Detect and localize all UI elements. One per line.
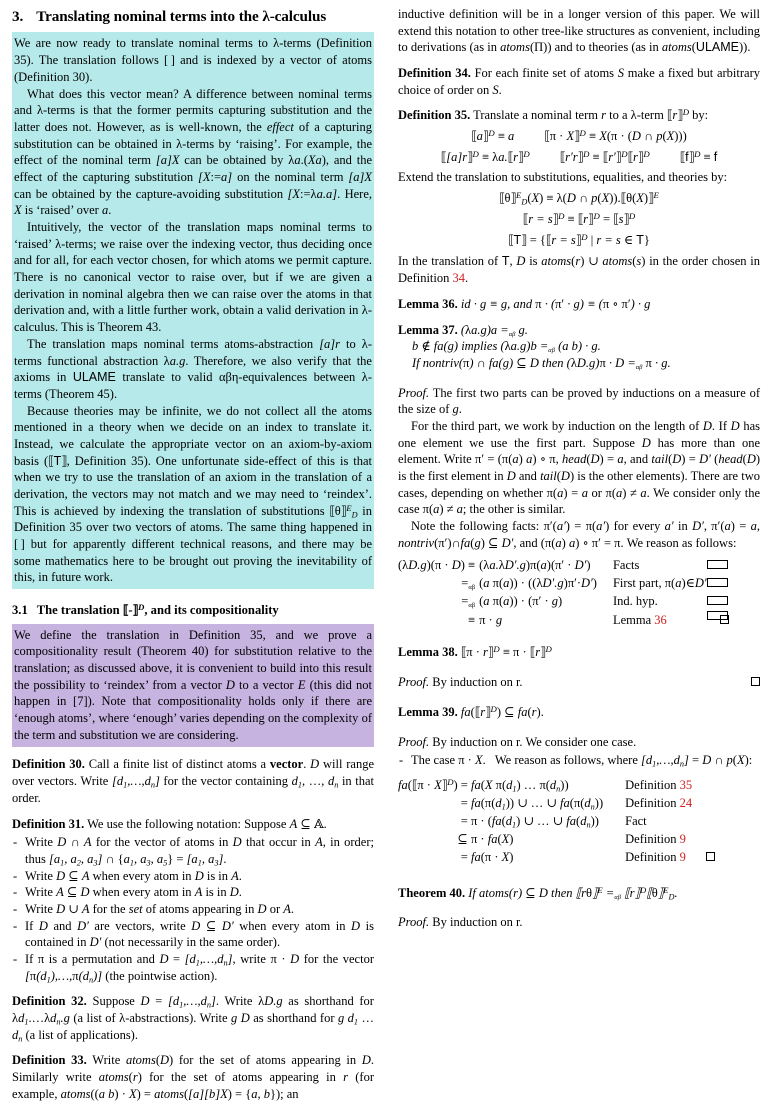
subsection-title: The translation ⟦-⟧$^D$, and its compositionality xyxy=(36,602,279,618)
calc-row: ⊆ π · fa(X) Definition 9 xyxy=(457,832,686,847)
teal-paragraph-4: The translation maps nominal terms atoms-abstraction [a]r to λ-terms functional abstraction λa.g. Therefore, we also verify that the axioms in ULAME translate to valid αβη-equivalences between λ-terms (Theorem 45). xyxy=(14,336,372,401)
qed-box xyxy=(751,677,760,686)
lemma-39-case-list xyxy=(398,752,760,769)
list-item: - Write D ⊆ A when every atom in D is in A. xyxy=(12,868,374,885)
section-heading xyxy=(12,8,374,25)
definition-33-label: Definition 33. xyxy=(12,1053,87,1068)
list-item: - The case π · X. We reason as follows, where $[d_1,\dots,d_n] = D$ ∩ p(X): xyxy=(398,752,760,769)
lemma-38-label: Lemma 38. xyxy=(398,645,458,660)
lemma-39-calculation xyxy=(398,776,760,867)
teal-highlight-block xyxy=(12,32,374,589)
cross-reference[interactable]: 36 xyxy=(654,612,667,627)
subsection-number: 3.1 xyxy=(12,603,28,618)
derivation-row: =αβ (a π(a)) · ((λD′.g)π′·D′) First part, π(a)∈D′ xyxy=(398,575,728,593)
proof-label: Proof. xyxy=(398,675,430,690)
lemma-36: Lemma 36. id · g ≡ g, and π · (π′ · g) ≡ (π ∘ π′) · g xyxy=(398,296,651,311)
purple-highlight-block xyxy=(12,624,374,748)
definition-35: Definition 35. Translate a nominal term r to a λ-term ⟦r⟧$^D$ by: ⟦a⟧$^D$ ≡ a ⟦π · X⟧$^D$ ≡ X(π · (D ∩ p(X))) ⟦[a]r⟧$^D$ ≡ λa.⟦r⟧$^D$ ⟦r′r⟧$^D$ ≡ ⟦r′⟧$^D$⟦r⟧$^D$ ⟦f⟧$^D$ ≡ f Extend the translation to substitutions, equalities, and theories by: ⟦θ⟧$^E_D$(X) ≡ λ(D ∩ p(X)).⟦θ(X)⟧$^E$ ⟦r = s⟧$^D$ ≡ ⟦r⟧$^D$ = ⟦s⟧$^D$ ⟦T⟧ = {⟦r = s⟧$^D$ | r = s ∈ T} In the translation of T, D is atoms(r) ∪ atoms(s) in the order chosen in Definition 34. xyxy=(398,107,761,286)
lemma-39-proof xyxy=(398,734,760,867)
teal-paragraph-1: We are now ready to translate nominal terms to λ-terms (Definition 35). The translation follows [ ] and is indexed by a vector of atoms (Definition 30). xyxy=(14,36,372,84)
cross-reference[interactable]: 9 xyxy=(679,850,686,865)
lemma-38-proof xyxy=(398,674,760,691)
two-column-layout xyxy=(12,6,760,1103)
definition-32-label: Definition 32. xyxy=(12,994,87,1009)
calc-row: = fa(π · X) Definition 9 xyxy=(398,848,715,866)
lemma-39-label: Lemma 39. xyxy=(398,704,458,719)
definition-35-equation-row-3c: ⟦T⟧ = {⟦r = s⟧$^D$ | r = s ∈ T} xyxy=(508,232,650,248)
section-title: Translating nominal terms into the λ-calculus xyxy=(36,8,327,25)
definition-35-equation-row-1: ⟦a⟧$^D$ ≡ a ⟦π · X⟧$^D$ ≡ X(π · (D ∩ p(X))) xyxy=(471,128,687,144)
lemma-38: Lemma 38. ⟦π · r⟧$^D$ ≡ π · ⟦r⟧$^D$ xyxy=(398,644,552,660)
proof-label: Proof. xyxy=(398,734,430,749)
list-item: - Write D ∩ A for the vector of atoms in D that occur in A, in order; thus [$a_1$, $a_2$, $a_3$] ∩ {$a_1$, $a_3$, $a_5\} = [a_1$, $a_3$]. xyxy=(12,834,374,867)
definition-30: Definition 30. Call a finite list of distinct atoms a vector. D will range over vectors. Write $[d_1,\dots,d_n]$ for the vector containing $d_1$, …, $d_n$ in that order. xyxy=(12,757,375,805)
proof-text: By induction on r. xyxy=(432,915,523,930)
calc-row: = $\pi \cdot (fa(d_1)$ ∪ … ∪ $fa(d_n)$) Fact xyxy=(460,814,647,830)
definition-31-list xyxy=(12,834,374,984)
teal-paragraph-2: What does this vector mean? A difference between nominal terms and λ-terms is that the former permits capturing substitution and the latter does not. However, as is well-known, the effect of a capturing substitution can be obtained in λ-terms by ‘raising’. For example, the effect of the nominal term [a]X can be obtained by λa.(Xa), and the effect of the capturing substitution [X:=a] on the nominal term [a]X can be obtained by the capture-avoiding substitution [X:=λa.a]. Here, X is ‘raised’ over a. xyxy=(14,86,372,218)
teal-paragraph-5: Because theories may be infinite, we do not collect all the atoms mentioned in a theory when we decide on an index to translate it. Instead, we calculate the appropriate vector on an axiom-by-axiom basis (⟦T⟧, Definition 35). One unfortunate side-effect of this is that when we try to use the translation of an axiom in the translation of a derivation, the vectors may not match and we may need to ‘reindex’. This is achieved by indexing the translation of substitutions ⟦θ⟧$^E_D$ in Definition 35 over two vectors of atoms. The same thing happened in [ ] but for apparently different technical reasons, and there may be some mathematics here to be brought out proving the inevitability of this, in future work. xyxy=(14,403,372,585)
subsection-heading xyxy=(12,603,374,617)
purple-paragraph-1: We define the translation in Definition 35, and we prove a compositionality result (Theorem 40) for substitution relative to the translation; as discussed above, it is convenient to build into this result the possibility to ‘reindex’ from a vector D to a vector E (this did not happen in [7]). Note that compositionality holds only if there are ‘enough atoms’, where ‘enough’ varies depending on the complexity of the term and substitution we are considering. xyxy=(14,627,372,742)
calc-row: fa(⟦π · X⟧$^D$) = fa(X $\pi(d_1)$ … $\pi(d_n)$) Definition 35 xyxy=(398,776,693,794)
theorem-40-label: Theorem 40. xyxy=(398,885,466,900)
definition-35-label: Definition 35. xyxy=(398,108,471,123)
calc-row: = $fa(\pi(d_1))$ ∪ … ∪ $fa(\pi(d_n))$ Definition 24 xyxy=(460,796,693,812)
theorem-40-proof xyxy=(398,914,760,931)
derivation-row: ≡ π · g Lemma 36 xyxy=(398,611,728,630)
continuation-paragraph: inductive definition will be in a longer version of this paper. We will extend this notation to other tree-like structures as convenient, including to derivations (as in atoms(Π)) and to theories (as in atoms(ULAME)). xyxy=(398,7,760,55)
lemma-37-line-3: If nontriv(π) ∩ fa(g) ⊆ D then (λD.g)π · D =αβ π · g. xyxy=(412,355,671,371)
section-number: 3. xyxy=(12,8,24,25)
lemma-37-derivation xyxy=(398,557,760,629)
proof-label: Proof. xyxy=(398,915,430,930)
list-item: - If π is a permutation and $D = [d_1,\dots,d_n]$, write π · D for the vector $[\pi(d_1),\dots,\pi(d_n)]$ (the pointwise action). xyxy=(12,951,374,984)
lemma-37-line-2: b ∉ fa(g) implies (λa.g)b =αβ (a b) · g. xyxy=(412,339,601,355)
definition-34-label: Definition 34. xyxy=(398,66,471,81)
definition-30-label: Definition 30. xyxy=(12,757,85,772)
definition-35-equation-row-3a: ⟦θ⟧$^E_D$(X) ≡ λ(D ∩ p(X)).⟦θ(X)⟧$^E$ xyxy=(499,190,659,207)
definition-35-equation-row-3b: ⟦r = s⟧$^D$ ≡ ⟦r⟧$^D$ = ⟦s⟧$^D$ xyxy=(522,211,636,227)
qed-box xyxy=(720,615,729,624)
proof-text: By induction on r. We consider one case. xyxy=(432,734,637,749)
list-item: - If D and D′ are vectors, write D ⊆ D′ when every atom in D is contained in D′ (not necessarily in the same order). xyxy=(12,918,374,951)
cross-reference[interactable]: 24 xyxy=(679,796,693,810)
cross-reference[interactable]: 34 xyxy=(452,271,466,286)
definition-33: Definition 33. Write atoms(D) for the set of atoms appearing in D. Similarly write atoms(r) for the set of atoms appearing in r (for example, atoms((a b) · X) = atoms([a][b]X) = {a, b}); an xyxy=(12,1053,375,1101)
definition-31-label: Definition 31. xyxy=(12,816,85,831)
lemma-37-proof-p2: For the third part, we work by induction on the length of D. If D has one element we use the first part. Suppose D has more than one element. Write π′ = (π(a) a) ∘ π, head(D) = a, and tail(D) = D′ (head(D) is the first element in D and tail(D) is the other elements). There are two cases, depending on whether π(a) = a or π(a) ≠ a. We consider only the case π(a) ≠ a; the other is similar. xyxy=(398,418,761,517)
right-column xyxy=(398,6,760,931)
lemma-37-proof-p3: Note the following facts: π′(a′) = π(a′) for every a′ in D′, π′(a) = a, nontriv(π′)∩fa(g) ⊆ D′, and (π(a) a) ∘ π′ = π. We reason as follows: xyxy=(398,519,761,550)
list-item: - Write A ⊆ D when every atom in A is in D. xyxy=(12,884,374,901)
lemma-36-label: Lemma 36. xyxy=(398,296,458,311)
definition-35-equation-row-2: ⟦[a]r⟧$^D$ ≡ λa.⟦r⟧$^D$ ⟦r′r⟧$^D$ ≡ ⟦r′⟧$^D$⟦r⟧$^D$ ⟦f⟧$^D$ ≡ f xyxy=(440,149,718,165)
definition-35-closing: In the translation of T, D is atoms(r) ∪ atoms(s) in the order chosen in Definition 34. xyxy=(398,254,761,286)
cross-reference[interactable]: 35 xyxy=(679,777,693,792)
definition-35-extend-text: Extend the translation to substitutions, equalities, and theories by: xyxy=(398,170,728,185)
proof-text: By induction on r. xyxy=(432,675,523,690)
proof-label: Proof. xyxy=(398,385,430,400)
definition-34: Definition 34. For each finite set of atoms S make a fixed but arbitrary choice of order on S. xyxy=(398,66,761,97)
lemma-37: Lemma 37. (λa.g)a =αβ g. b ∉ fa(g) implies (λa.g)b =αβ (a b) · g. If nontriv(π) ∩ fa(g) ⊆ D then (λD.g)π · D =αβ π · g. xyxy=(398,322,760,372)
teal-paragraph-3: Intuitively, the vector of the translation maps nominal terms to ‘raised’ λ-terms; we raise over the indexing vector, thus deciding once and for all, for each vector chosen, for which atoms we permit capture. There is no canonical vector to raise over, but if we are given a derivation in nominal algebra then we can raise over the atoms in that derivation and, with a little further work, obtain a valid derivation in λ-calculus. This is Theorem 43. xyxy=(14,220,372,335)
qed-box xyxy=(706,852,715,861)
left-column xyxy=(12,6,374,1103)
derivation-row: =αβ (a π(a)) · (π′ · g) Ind. hyp. xyxy=(398,593,728,611)
lemma-37-proof: Proof. The first two parts can be proved by inductions on a measure of the size of g. For the third part, we work by induction on the length of D. If D has one element we use the first part. Suppose D has more than one element. Write π′ = (π(a) a) ∘ π, head(D) = a, and tail(D) = D′ (head(D) is the first element in D and tail(D) is the other elements). There are two cases, depending on whether π(a) = a or π(a) ≠ a. We consider only the case π(a) ≠ a; the other is similar. Note the following facts: π′(a′) = π(a′) for every a′ in D′, π′(a) = a, nontriv(π′)∩fa(g) ⊆ D′, and (π(a) a) ∘ π′ = π. We reason as follows: (λD.g)(π · D) ≡ (λa.λD′.g)π(a)(π′ · D′) Facts =αβ (a π(a)) · ((λD′.g)π′·D′) First part, π(a)∈D′ =αβ (a π(a)) · (π′ · g) Ind. hyp. ≡ π · g Lemma 36 xyxy=(398,385,760,630)
theorem-40: Theorem 40. If atoms(r) ⊆ D then ⟦rθ⟧$^E$ =αβ ⟦r⟧$^D$⟦θ⟧$^E_D$. xyxy=(398,884,678,901)
derivation-row: (λD.g)(π · D) ≡ (λa.λD′.g)π(a)(π′ · D′) Facts xyxy=(398,557,728,575)
lemma-39: Lemma 39. fa(⟦r⟧$^D$) ⊆ fa(r). xyxy=(398,703,544,719)
lemma-37-label: Lemma 37. xyxy=(398,322,458,337)
cross-reference[interactable]: 9 xyxy=(679,832,686,847)
definition-31: Definition 31. We use the following notation: Suppose A ⊆ 𝔸. - Write D ∩ A for the vector of atoms in D that occur in A, in order; thus [$a_1$, $a_2$, $a_3$] ∩ {$a_1$, $a_3$, $a_5\} = [a_1$, $a_3$]. - Write D ⊆ A when every atom in D is in A. - Write A ⊆ D when every atom in A is in D. - Write D ∪ A for the set of atoms appearing in D or A. - If D and D′ are vectors, write D ⊆ D′ when every atom in D is contained in D′ (not necessarily in the same order). - If π is a permutation and $D = [d_1,\dots,d_n]$, write π · D for the vector $[\pi(d_1),\dots,\pi(d_n)]$ (the pointwise action). xyxy=(12,816,374,985)
list-item: - Write D ∪ A for the set of atoms appearing in D or A. xyxy=(12,901,374,918)
definition-32: Definition 32. Suppose $D = [d_1,\dots,d_n]$. Write λD.g as shorthand for $\lambda d_1.\dots\lambda d_n.g$ (a list of λ-abstractions). Write g D as shorthand for g $d_1$ … $d_n$ (a list of applications). xyxy=(12,994,375,1044)
